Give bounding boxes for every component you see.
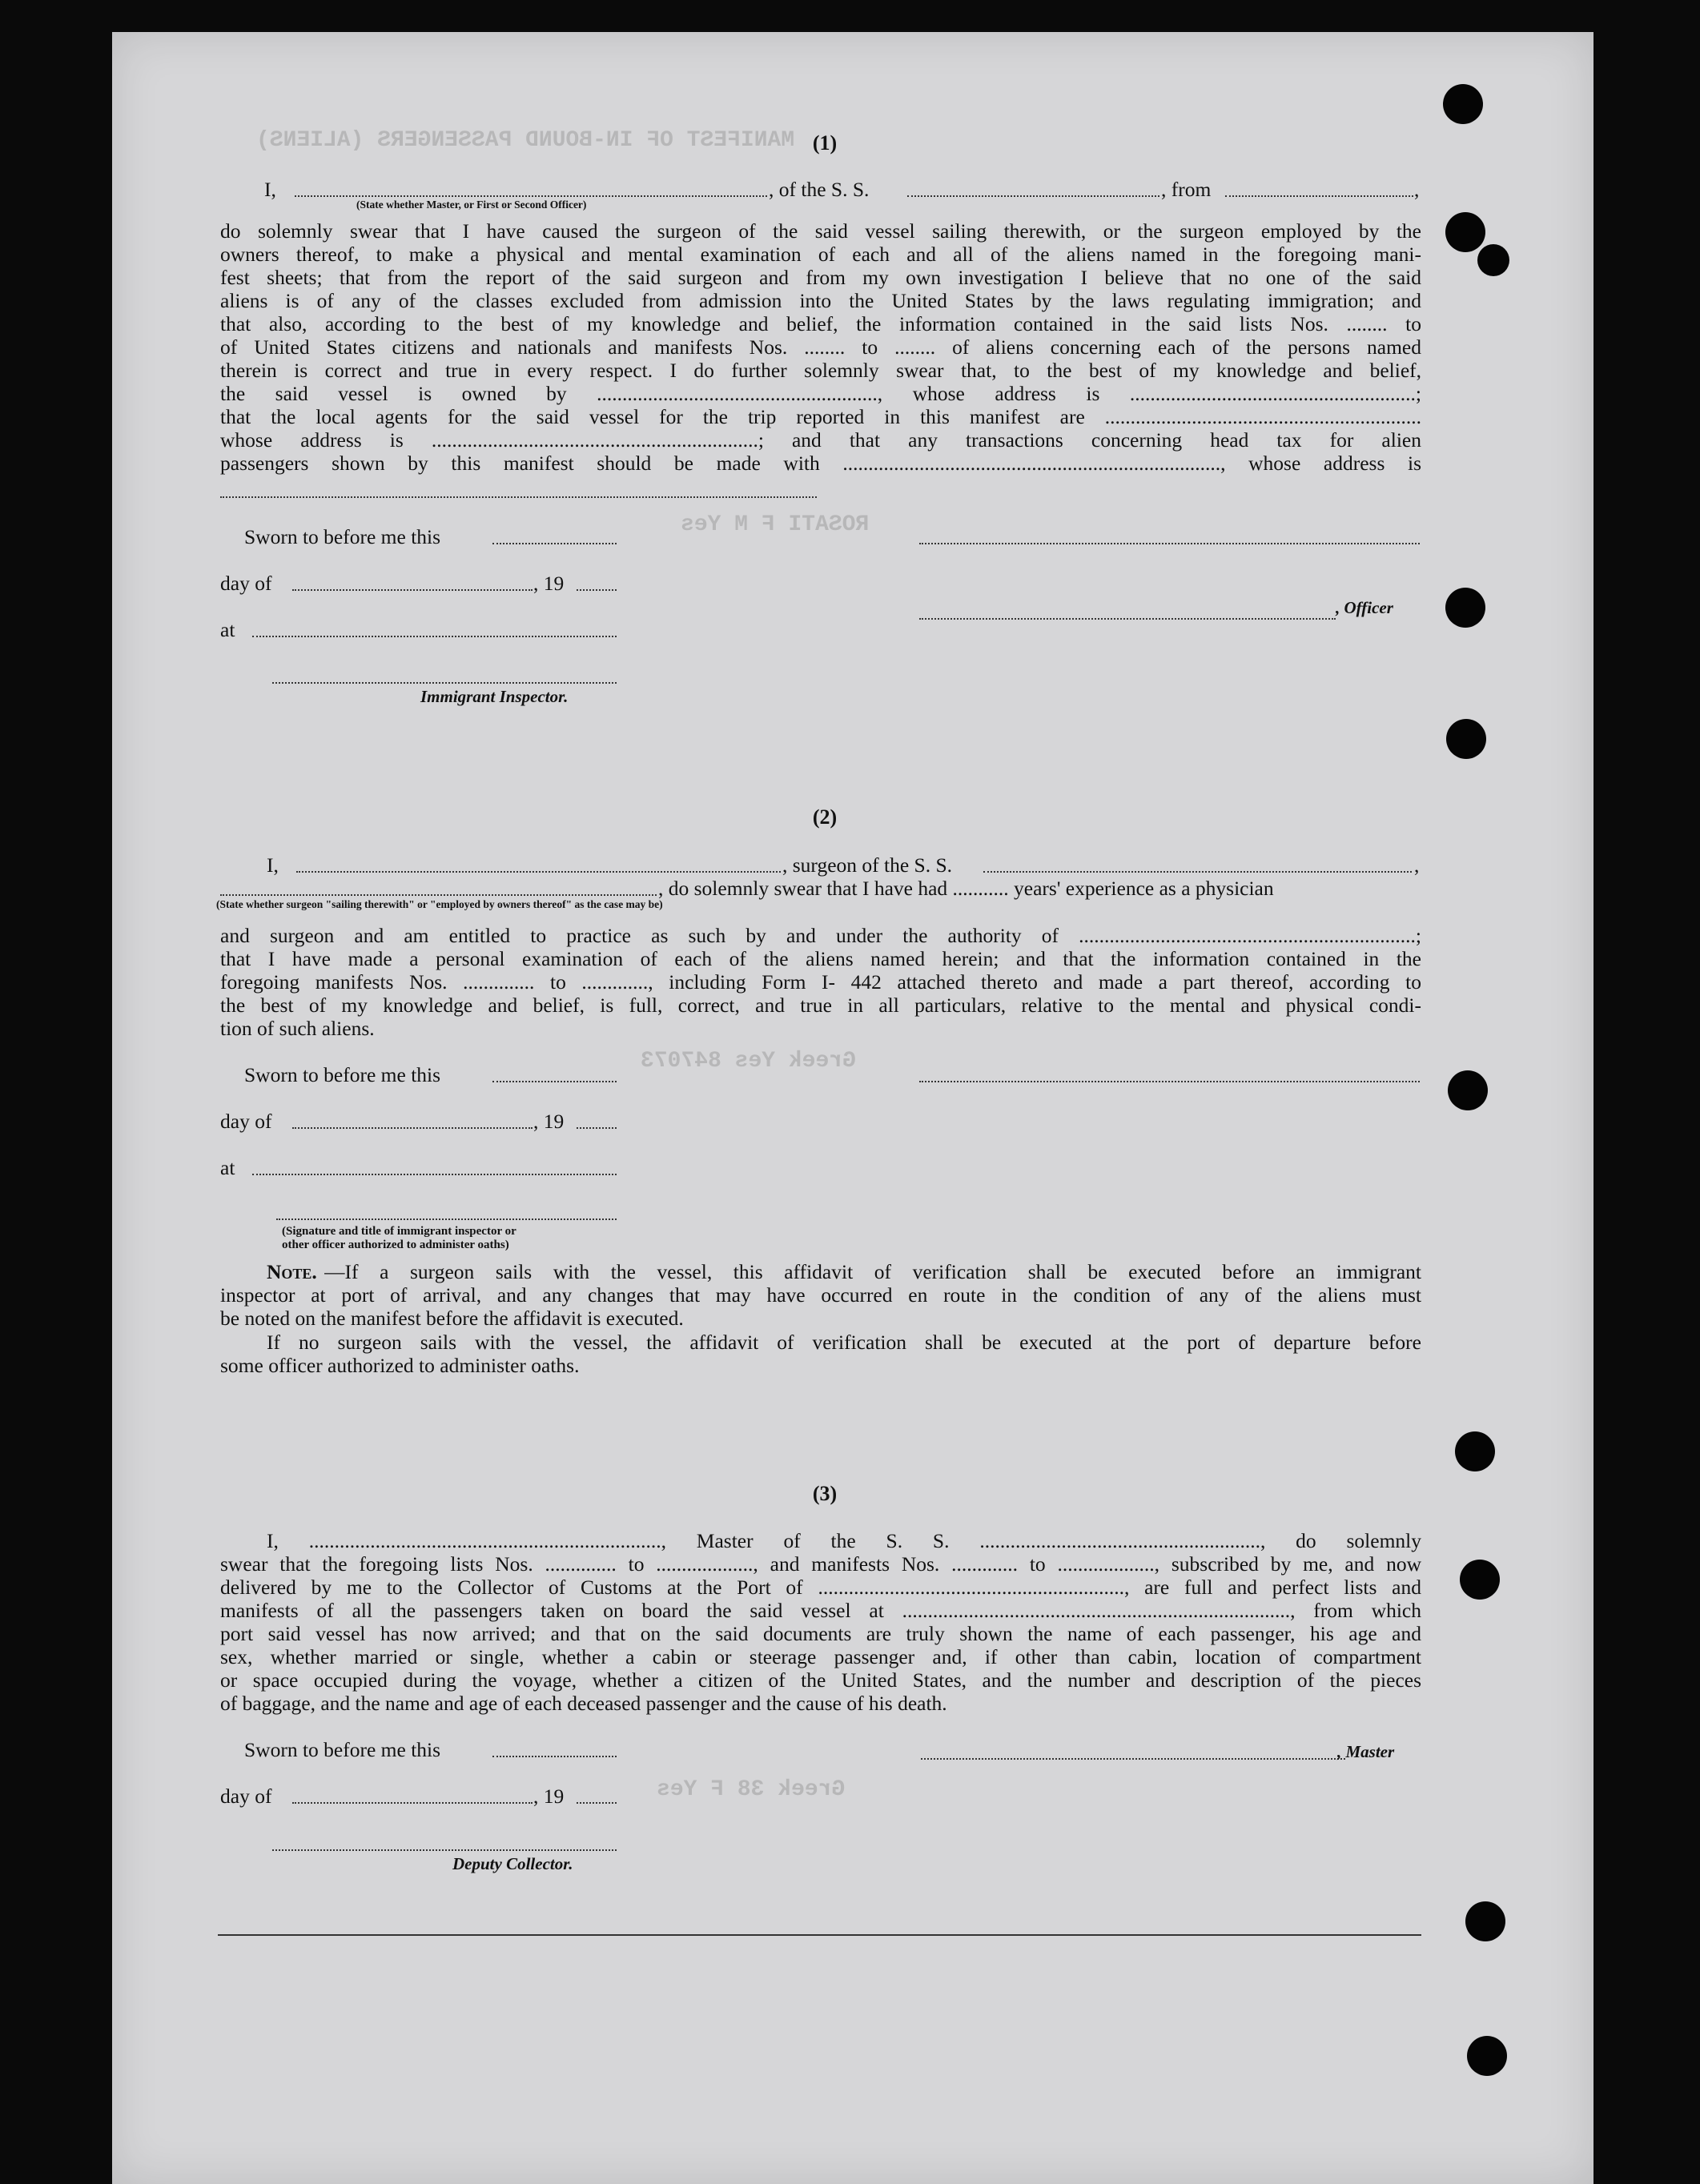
blank-line: [907, 195, 1159, 197]
blank-line: [220, 894, 657, 896]
blank-line: [492, 543, 617, 544]
blank-line: [276, 1218, 617, 1220]
blank-line: [577, 1802, 617, 1804]
section-2-heading: (2): [812, 805, 838, 829]
signature-line: [919, 1081, 1420, 1082]
paragraph-line: passengers shown by this manifest should be made with .........................................................................., whose address is: [220, 452, 1421, 475]
binder-hole: [1446, 719, 1486, 759]
officer-label: , Officer: [1336, 598, 1393, 617]
blank-line: [295, 195, 767, 197]
binder-hole: [1448, 1070, 1488, 1110]
blank-line: [252, 1174, 617, 1175]
opening-prefix: I,: [264, 178, 276, 201]
blank-line: [492, 1756, 617, 1757]
of-ss-label: , of the S. S.: [769, 178, 870, 201]
bleed-through: MANIFEST OF IN-BOUND PASSENGERS (ALIENS): [256, 128, 795, 153]
paragraph-line: owners thereof, to make a physical and mental examination of each and all of the aliens named in the foregoing mani-: [220, 243, 1421, 266]
paragraph-line: delivered by me to the Collector of Customs at the Port of ............................................................, are full and perfect lists and: [220, 1576, 1421, 1599]
note-last-line: be noted on the manifest before the affidavit is executed.: [220, 1307, 684, 1330]
paragraph-line: the said vessel is owned by ......................................................., whose address is ........................................................;: [220, 382, 1421, 405]
note-label: Note.: [267, 1260, 317, 1283]
blank-line: [292, 1802, 533, 1804]
note-line: —If a surgeon sails with the vessel, this affidavit of verification shall be executed before an immigrant: [324, 1260, 1421, 1283]
day-of-label: day of: [220, 572, 272, 595]
binder-hole: [1455, 1431, 1495, 1471]
binder-hole: [1465, 1901, 1505, 1941]
paragraph-line: foregoing manifests Nos. .............. to ............., including Form I- 442 attached thereto and made a part thereof, according to: [220, 970, 1421, 994]
blank-line: [252, 636, 617, 637]
at-label: at: [220, 618, 235, 641]
paragraph-last-line: tion of such aliens.: [220, 1017, 375, 1040]
bottom-rule: [218, 1934, 1421, 1936]
blank-line: [983, 871, 1412, 873]
experience-line: , do solemnly swear that I have had ........... years' experience as a physician: [658, 877, 1274, 900]
paragraph-line: sex, whether married or single, whether a cabin or steerage passenger and, if other than cabin, location of compartment: [220, 1645, 1421, 1668]
bleed-through: ROSATI F M Yes: [681, 512, 870, 537]
inspector-label: Immigrant Inspector.: [420, 687, 569, 706]
paragraph-line: port said vessel has now arrived; and that on the said documents are truly shown the name of each passenger, his age and: [220, 1622, 1421, 1645]
year-label: , 19: [533, 1110, 565, 1133]
binder-hole: [1460, 1560, 1500, 1600]
paragraph-line: that also, according to the best of my knowledge and belief, the information contained in the said lists Nos. ........ to: [220, 312, 1421, 335]
sworn-label: Sworn to before me this: [244, 1738, 441, 1761]
signature-caption: (Signature and title of immigrant inspector or: [282, 1225, 516, 1238]
blank-line: [492, 1081, 617, 1082]
blank-line: [220, 496, 817, 498]
blank-line: [296, 871, 781, 873]
paragraph-line: or space occupied during the voyage, whether a citizen of the United States, and the number and description of the pieces: [220, 1668, 1421, 1692]
paragraph-line: of United States citizens and nationals and manifests Nos. ........ to ........ of aliens concerning each of the persons named: [220, 335, 1421, 359]
from-label: , from: [1161, 178, 1212, 201]
line-end: ,: [1414, 853, 1420, 877]
sworn-label: Sworn to before me this: [244, 525, 441, 548]
paragraph-last-line: of baggage, and the name and age of each deceased passenger and the cause of his death.: [220, 1692, 947, 1715]
blank-line: [272, 682, 617, 684]
bleed-through: Greek Yes 847073: [641, 1049, 856, 1074]
bleed-through: Greek 38 F Yes: [657, 1777, 846, 1802]
role-caption: (State whether surgeon "sailing therewith" or "employed by owners thereof" as the case may be): [216, 898, 663, 910]
paragraph-line: I, ....................................................................., Master of the S. S. ......................................................., do solemnly: [267, 1529, 1421, 1552]
paragraph-line: and surgeon and am entitled to practice as such by and under the authority of ..................................................................;: [220, 924, 1421, 947]
blank-line: [292, 589, 533, 591]
note-last-line: some officer authorized to administer oaths.: [220, 1354, 580, 1377]
note-line: If no surgeon sails with the vessel, the affidavit of verification shall be executed at the port of departure before: [267, 1331, 1421, 1354]
sworn-label: Sworn to before me this: [244, 1063, 441, 1086]
binder-hole: [1445, 212, 1485, 252]
blank-line: [919, 618, 1336, 620]
blank-line: [272, 1849, 617, 1851]
at-label: at: [220, 1156, 235, 1179]
year-label: , 19: [533, 572, 565, 595]
paragraph-line: fest sheets; that from the report of the said surgeon and from my own investigation I believe that no one of the said: [220, 266, 1421, 289]
binder-hole: [1443, 84, 1483, 124]
paragraph-line: that the local agents for the said vessel for the trip reported in this manifest are ..............................................................: [220, 405, 1421, 428]
blank-line: [577, 1127, 617, 1129]
binder-hole: [1445, 588, 1485, 628]
signature-line: [921, 1758, 1345, 1760]
paragraph-line: aliens is of any of the classes excluded from admission into the United States by the laws regulating immigration; and: [220, 289, 1421, 312]
year-label: , 19: [533, 1785, 565, 1808]
note-line: inspector at port of arrival, and any changes that may have occurred en route in the condition of any of the aliens must: [220, 1283, 1421, 1307]
opening-prefix: I,: [267, 853, 279, 877]
paragraph-line: therein is correct and true in every respect. I do further solemnly swear that, to the best of my knowledge and belief,: [220, 359, 1421, 382]
role-caption: (State whether Master, or First or Second Officer): [356, 199, 587, 211]
paragraph-line: manifests of all the passengers taken on board the said vessel at ............................................................................, from which: [220, 1599, 1421, 1622]
blank-line: [1225, 195, 1413, 197]
section-1-heading: (1): [812, 131, 838, 155]
master-label: , Master: [1337, 1742, 1395, 1761]
paragraph-line: do solemnly swear that I have caused the surgeon of the said vessel sailing therewith, or the surgeon employed by the: [220, 219, 1421, 243]
deputy-collector-label: Deputy Collector.: [452, 1854, 573, 1873]
blank-line: [577, 589, 617, 591]
day-of-label: day of: [220, 1785, 272, 1808]
section-3-heading: (3): [812, 1482, 838, 1505]
day-of-label: day of: [220, 1110, 272, 1133]
line-end: ,: [1414, 178, 1420, 201]
binder-hole: [1477, 244, 1509, 276]
paragraph-line: swear that the foregoing lists Nos. .............. to ..................., and manifests Nos. ............. to ..................., subscribed by me, and now: [220, 1552, 1421, 1576]
paragraph-line: the best of my knowledge and belief, is full, correct, and true in all particulars, relative to the mental and physical condi-: [220, 994, 1421, 1017]
blank-line: [292, 1127, 533, 1129]
signature-line: [919, 543, 1420, 544]
paragraph-line: whose address is ................................................................; and that any transactions concerning head tax for alien: [220, 428, 1421, 452]
surgeon-of-label: , surgeon of the S. S.: [782, 853, 953, 877]
binder-hole: [1467, 2036, 1507, 2076]
paragraph-line: that I have made a personal examination of each of the aliens named herein; and that the information contained in the: [220, 947, 1421, 970]
signature-caption: other officer authorized to administer oaths): [282, 1239, 509, 1251]
